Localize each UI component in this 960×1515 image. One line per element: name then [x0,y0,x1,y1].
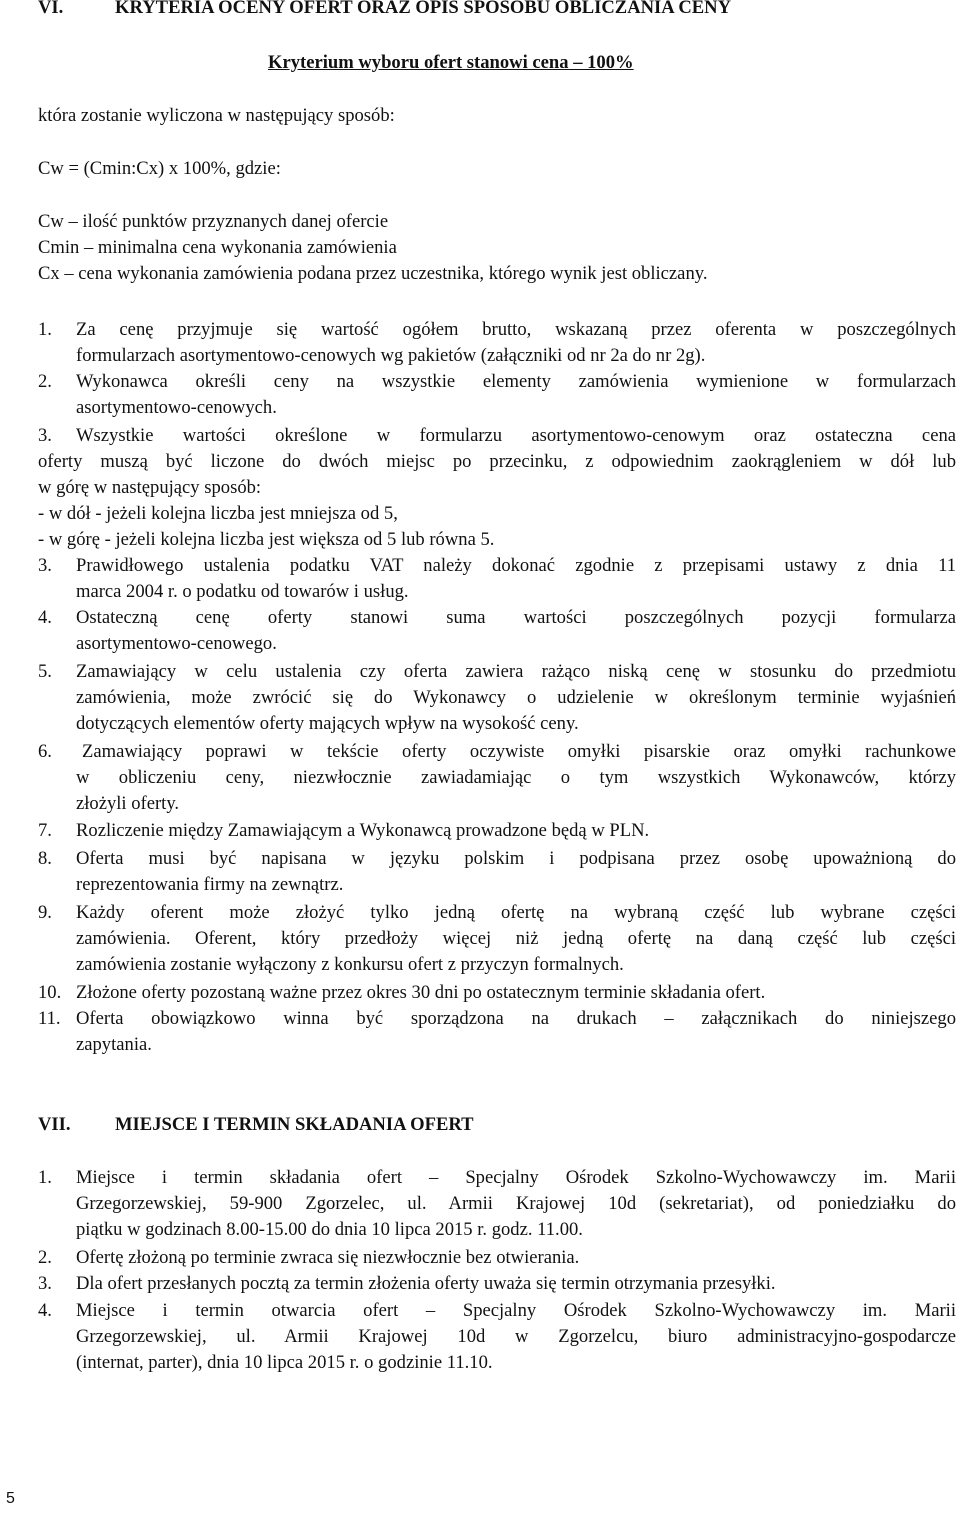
section-7-number: VII. [38,1114,71,1135]
list-item-line: Zamawiający w celu ustalenia czy oferta zawiera rażąco niską cenę w stosunku do przedmiotu [76,661,956,682]
list-item-number: 1. [38,319,52,340]
list-item-line: zamówienia zostanie wyłączony z konkursu ofert z przyczyn formalnych. [76,954,624,975]
list-item-number: 11. [38,1008,61,1029]
list-item-line: (internat, parter), dnia 10 lipca 2015 r. o godzinie 11.10. [76,1352,493,1373]
list-item-line: asortymentowo-cenowego. [76,633,277,654]
list-item-line: piątku w godzinach 8.00-15.00 do dnia 10 lipca 2015 r. godz. 11.00. [76,1219,583,1240]
list-item-line: - w dół - jeżeli kolejna liczba jest mniejsza od 5, [38,503,398,524]
formula: Cw = (Cmin:Cx) x 100%, gdzie: [38,158,281,179]
list-item-line: złożyli oferty. [76,793,180,814]
list-item-number: 2. [38,1247,52,1268]
list-item-line: Grzegorzewskiej, 59-900 Zgorzelec, ul. Armii Krajowej 10d (sekretariat), od poniedziałku do [76,1193,956,1214]
list-item-line: - w górę - jeżeli kolejna liczba jest większa od 5 lub równa 5. [38,529,495,550]
list-item-number: 7. [38,820,52,841]
list-item-number: 4. [38,607,52,628]
list-item-number: 6. [38,741,52,762]
list-item-line: Oferta musi być napisana w języku polskim i podpisana przez osobę upoważnioną do [76,848,956,869]
list-item-line: zamówienia, może zwrócić się do Wykonawcy o udzielenie w określonym terminie wyjaśnień [76,687,956,708]
list-item-line: Za cenę przyjmuje się wartość ogółem brutto, wskazaną przez oferenta w poszczególnych [76,319,956,340]
list-item-line: w obliczeniu ceny, niezwłocznie zawiadamiając o tym wszystkich Wykonawców, którzy [76,767,956,788]
list-item-number: 3. [38,555,52,576]
list-item-line: Miejsce i termin otwarcia ofert – Specjalny Ośrodek Szkolno-Wychowawczy im. Marii [76,1300,956,1321]
list-item-number: 3. [38,1273,52,1294]
list-item-line: Rozliczenie między Zamawiającym a Wykonawcą prowadzone będą w PLN. [76,820,650,841]
definition-cmin: Cmin – minimalna cena wykonania zamówienia [38,237,397,258]
definition-cw: Cw – ilość punktów przyznanych danej ofercie [38,211,389,232]
list-item-number: 5. [38,661,52,682]
list-item-line: Ostateczną cenę oferty stanowi suma wartości poszczególnych pozycji formularza [76,607,956,628]
list-item-line: Wszystkie wartości określone w formularzu asortymentowo-cenowym oraz ostateczna cena [76,425,956,446]
list-item-line: Oferta obowiązkowo winna być sporządzona na drukach – załącznikach do niniejszego [76,1008,956,1029]
list-item-line: reprezentowania firmy na zewnątrz. [76,874,344,895]
list-item-number: 10. [38,982,62,1003]
list-item-line: formularzach asortymentowo-cenowych wg pakietów (załączniki od nr 2a do nr 2g). [76,345,706,366]
section-6-number: VI. [38,0,64,18]
list-item-line: Prawidłowego ustalenia podatku VAT należy dokonać zgodnie z przepisami ustawy z dnia 11 [76,555,956,576]
list-item-number: 3. [38,425,52,446]
list-item-line: Każdy oferent może złożyć tylko jedną ofertę na wybraną część lub wybrane części [76,902,956,923]
list-item-number: 2. [38,371,52,392]
list-item-line: asortymentowo-cenowych. [76,397,277,418]
list-item-line: oferty muszą być liczone do dwóch miejsc po przecinku, z odpowiednim zaokrągleniem w dół lub [38,451,956,472]
intro-text: która zostanie wyliczona w następujący sposób: [38,105,395,126]
list-item-line: Złożone oferty pozostaną ważne przez okres 30 dni po ostatecznym terminie składania ofert. [76,982,766,1003]
list-item-line: Zamawiający poprawi w tekście oferty oczywiste omyłki pisarskie oraz omyłki rachunkowe [82,741,956,762]
list-item-number: 9. [38,902,52,923]
list-item-line: w górę w następujący sposób: [38,477,262,498]
list-item-line: Ofertę złożoną po terminie zwraca się niezwłocznie bez otwierania. [76,1247,580,1268]
list-item-number: 1. [38,1167,52,1188]
section-6-title: KRYTERIA OCENY OFERT ORAZ OPIS SPOSOBU OBLICZANIA CENY [115,0,732,18]
list-item-number: 4. [38,1300,52,1321]
list-item-line: zapytania. [76,1034,152,1055]
page-number: 5 [6,1490,15,1507]
definition-cx: Cx – cena wykonania zamówienia podana przez uczestnika, którego wynik jest obliczany. [38,263,708,284]
list-item-line: marca 2004 r. o podatku od towarów i usług. [76,581,409,602]
list-item-number: 8. [38,848,52,869]
criterion-heading: Kryterium wyboru ofert stanowi cena – 100% [268,52,634,73]
list-item-line: Miejsce i termin składania ofert – Specjalny Ośrodek Szkolno-Wychowawczy im. Marii [76,1167,956,1188]
list-item-line: dotyczących elementów oferty mających wpływ na wysokość ceny. [76,713,579,734]
list-item-line: Wykonawca określi ceny na wszystkie elementy zamówienia wymienione w formularzach [76,371,956,392]
section-7-title: MIEJSCE I TERMIN SKŁADANIA OFERT [115,1114,474,1135]
list-item-line: Dla ofert przesłanych pocztą za termin złożenia oferty uważa się termin otrzymania przesyłki. [76,1273,776,1294]
list-item-line: Grzegorzewskiej, ul. Armii Krajowej 10d w Zgorzelcu, biuro administracyjno-gospodarcze [76,1326,956,1347]
list-item-line: zamówienia. Oferent, który przedłoży więcej niż jedną ofertę na daną część lub części [76,928,956,949]
